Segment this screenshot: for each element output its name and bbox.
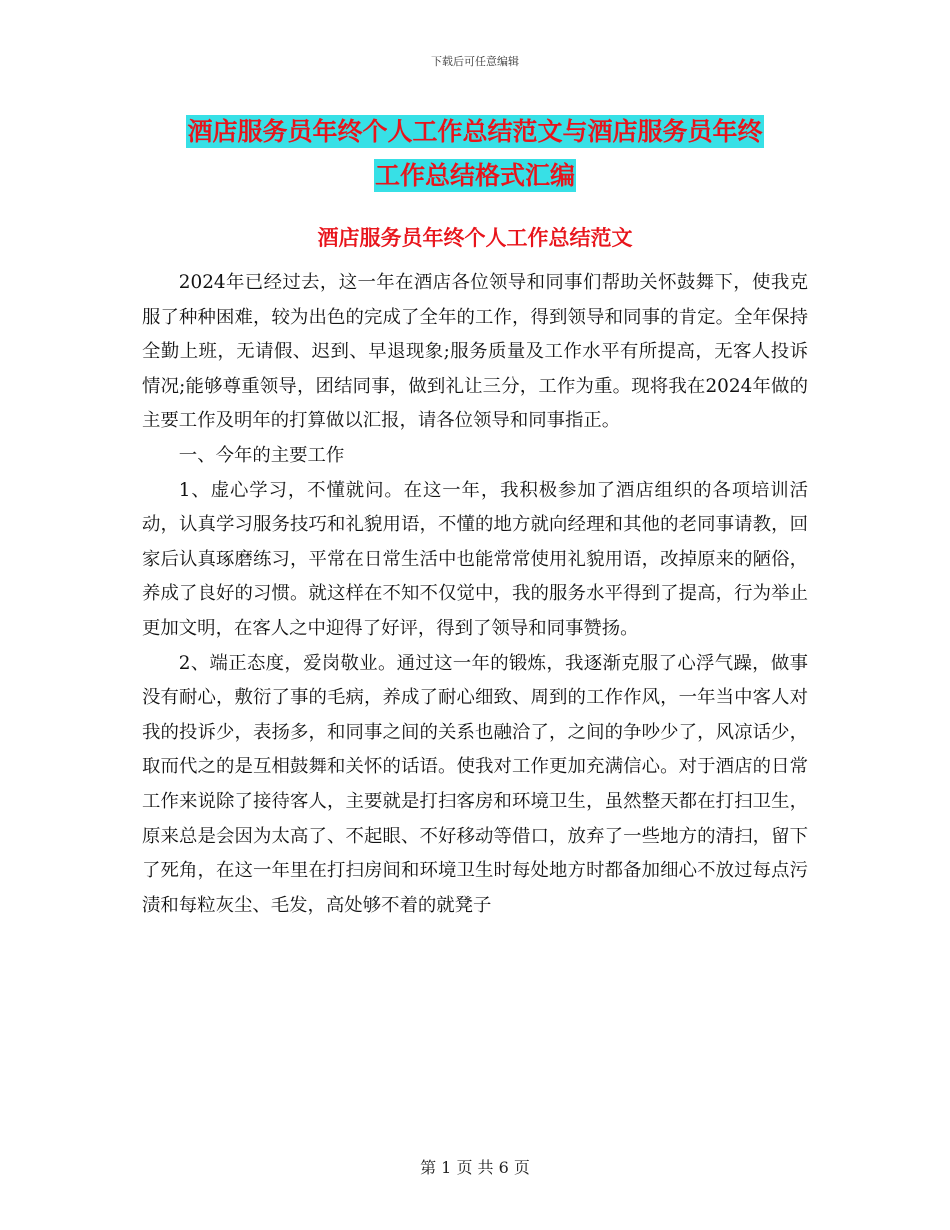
document-title [0,110,950,198]
section-title: 酒店服务员年终个人工作总结范文 [317,226,633,250]
paragraph: 2024年已经过去，这一年在酒店各位领导和同事们帮助关怀鼓舞下，使我克服了种种困难，较为出色的完成了全年的工作，得到领导和同事的肯定。全年保持全勤上班，无请假、迟到、早退现象;服务质量及工作水平有所提高，无客人投诉情况;能够尊重领导，团结同事，做到礼让三分，工作为重。现将我在2024年做的主要工作及明年的打算做以汇报，请各位领导和同事指正。 [142,272,808,432]
paragraph: 1、虚心学习，不懂就问。在这一年，我积极参加了酒店组织的各项培训活动，认真学习服务技巧和礼貌用语，不懂的地方就向经理和其他的老同事请教，回家后认真琢磨练习，平常在日常生活中也能常常使用礼貌用语，改掉原来的陋俗，养成了良好的习惯。就这样在不知不仅觉中，我的服务水平得到了提高，行为举止更加文明，在客人之中迎得了好评，得到了领导和同事赞扬。 [142,479,808,639]
paragraph: 一、今年的主要工作 [178,444,345,466]
header-note: 下载后可任意编辑 [431,55,519,68]
body-text [142,266,808,923]
paragraph: 2、端正态度，爱岗敬业。通过这一年的锻炼，我逐渐克服了心浮气躁，做事没有耐心，敷衍了事的毛病，养成了耐心细致、周到的工作作风，一年当中客人对我的投诉少，表扬多，和同事之间的关系也融洽了，之间的争吵少了，风凉话少，取而代之的是互相鼓舞和关怀的话语。使我对工作更加充满信心。对于酒店的日常工作来说除了接待客人，主要就是打扫客房和环境卫生，虽然整天都在打扫卫生，原来总是会因为太高了、不起眼、不好移动等借口，放弃了一些地方的清扫，留下了死角，在这一年里在打扫房间和环境卫生时每处地方时都备加细心不放过每点污渍和每粒灰尘、毛发，高处够不着的就凳子 [142,652,808,916]
document-title-line1: 酒店服务员年终个人工作总结范文与酒店服务员年终 [187,117,763,146]
page-footer: 第 1 页 共 6 页 [420,1158,530,1177]
document-title-line2: 工作总结格式汇编 [374,161,575,190]
